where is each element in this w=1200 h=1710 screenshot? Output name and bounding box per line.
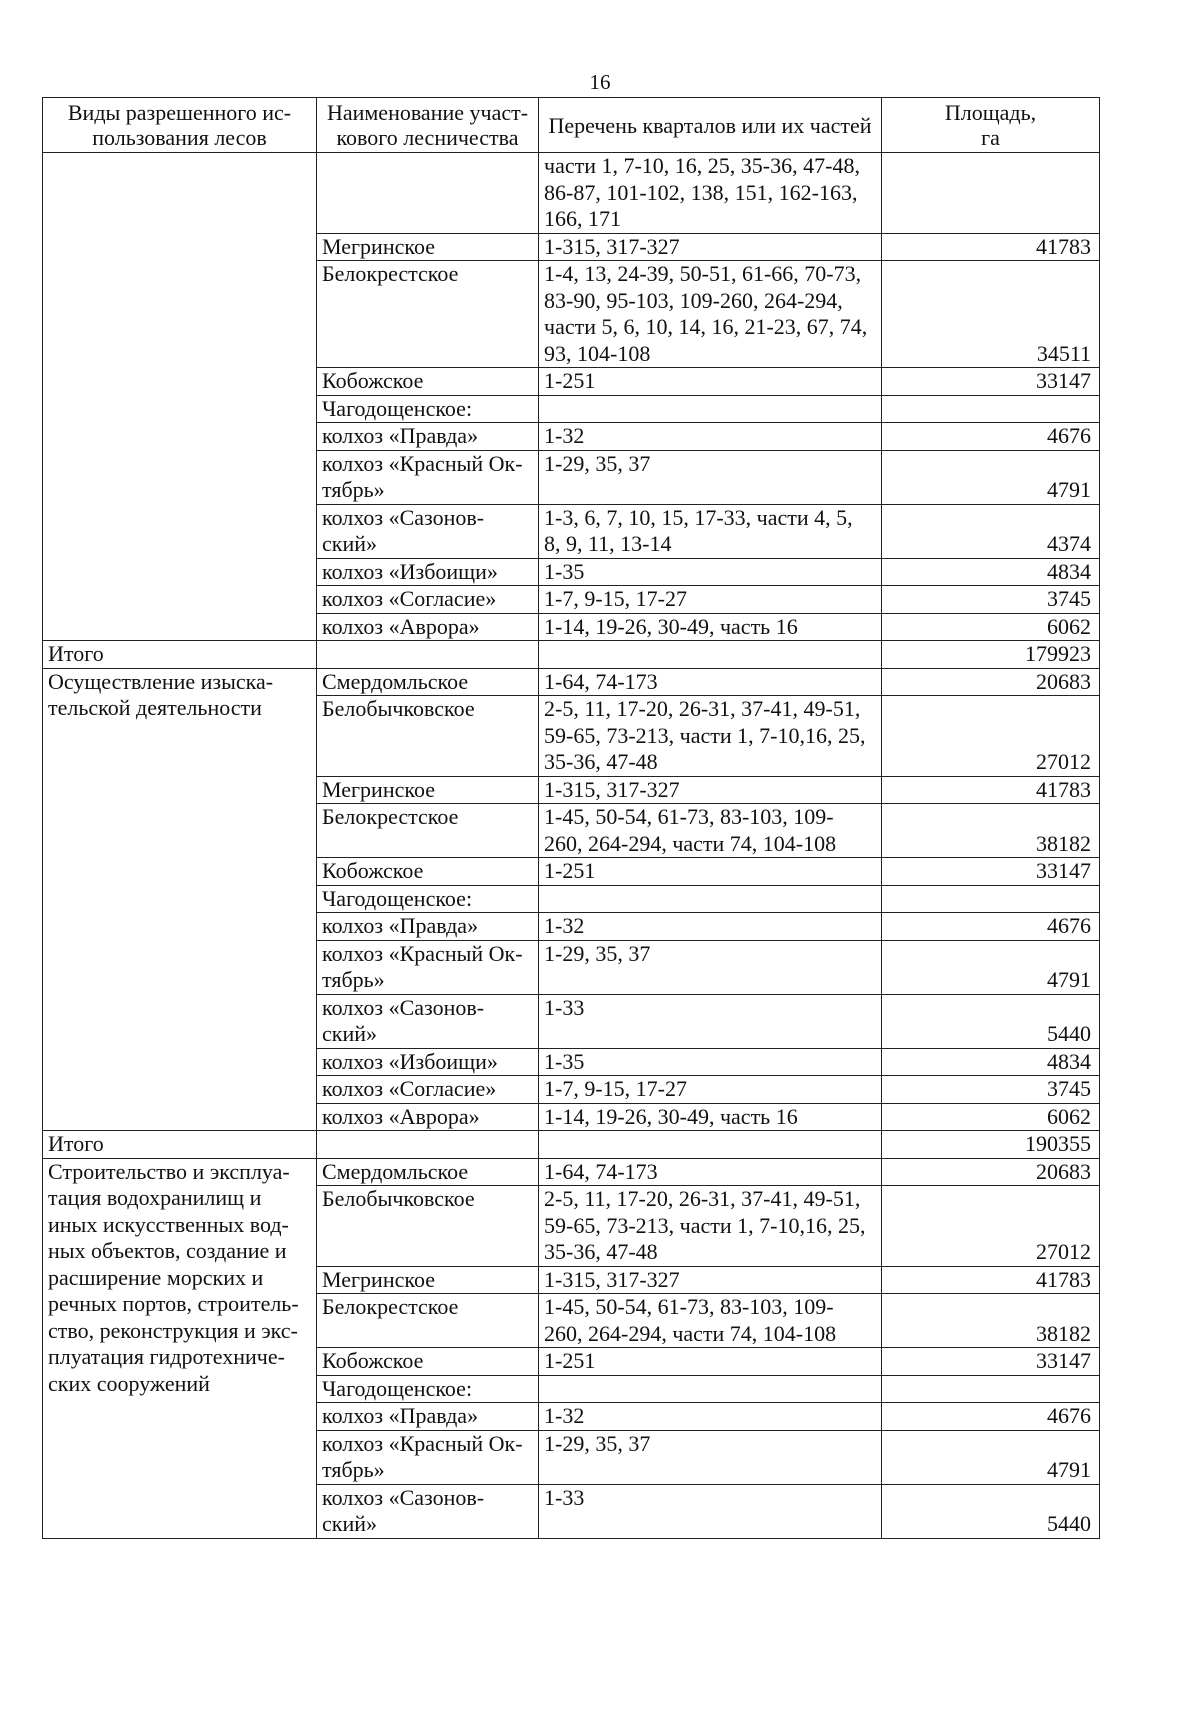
area-cell bbox=[882, 1375, 1100, 1403]
area-cell: 41783 bbox=[882, 1266, 1100, 1294]
blocks-cell: 1-14, 19-26, 30-49, часть 16 bbox=[539, 1103, 882, 1131]
blocks-cell bbox=[539, 395, 882, 423]
area-cell: 20683 bbox=[882, 668, 1100, 696]
forestry-cell: колхоз «Аврора» bbox=[317, 1103, 539, 1131]
area-cell: 4834 bbox=[882, 1048, 1100, 1076]
blocks-cell: 1-33 bbox=[539, 1484, 882, 1538]
blocks-cell: части 1, 7-10, 16, 25, 35-36, 47-48, 86-87, 101-102, 138, 151, 162-163, 166, 171 bbox=[539, 153, 882, 234]
table-row bbox=[43, 1158, 1100, 1186]
total-row bbox=[43, 1131, 1100, 1159]
forestry-cell: колхоз «Аврора» bbox=[317, 613, 539, 641]
area-cell: 5440 bbox=[882, 994, 1100, 1048]
forestry-cell: колхоз «Сазонов- ский» bbox=[317, 1484, 539, 1538]
blocks-cell: 1-315, 317-327 bbox=[539, 776, 882, 804]
area-cell: 41783 bbox=[882, 233, 1100, 261]
total-forestry-cell bbox=[317, 1131, 539, 1159]
area-cell: 41783 bbox=[882, 776, 1100, 804]
blocks-cell: 2-5, 11, 17-20, 26-31, 37-41, 49-51, 59-65, 73-213, части 1, 7-10,16, 25, 35-36, 47-48 bbox=[539, 696, 882, 777]
blocks-cell: 1-64, 74-173 bbox=[539, 1158, 882, 1186]
area-cell: 38182 bbox=[882, 804, 1100, 858]
total-blocks-cell bbox=[539, 1131, 882, 1159]
area-cell bbox=[882, 395, 1100, 423]
area-cell: 20683 bbox=[882, 1158, 1100, 1186]
area-cell: 33147 bbox=[882, 1348, 1100, 1376]
blocks-cell: 1-4, 13, 24-39, 50-51, 61-66, 70-73, 83-90, 95-103, 109-260, 264-294, части 5, 6, 10, 14, 16, 21-23, 67, 74, 93, 104-108 bbox=[539, 261, 882, 368]
header-use-type: Виды разрешенного ис- пользования лесов bbox=[43, 98, 317, 153]
table-body bbox=[43, 153, 1100, 1539]
forestry-cell: Чагодощенское: bbox=[317, 1375, 539, 1403]
forestry-cell: Кобожское bbox=[317, 368, 539, 396]
area-cell: 4676 bbox=[882, 423, 1100, 451]
area-cell: 4791 bbox=[882, 1430, 1100, 1484]
forestry-cell: Белокрестское bbox=[317, 1294, 539, 1348]
page-number: 16 bbox=[589, 70, 611, 94]
use-type-cell bbox=[43, 153, 317, 641]
area-cell: 34511 bbox=[882, 261, 1100, 368]
area-cell: 33147 bbox=[882, 858, 1100, 886]
header-forestry: Наименование участ- кового лесничества bbox=[317, 98, 539, 153]
blocks-cell: 1-29, 35, 37 bbox=[539, 940, 882, 994]
blocks-cell: 1-3, 6, 7, 10, 15, 17-33, части 4, 5, 8, 9, 11, 13-14 bbox=[539, 504, 882, 558]
total-label: Итого bbox=[43, 641, 317, 669]
forestry-cell: Белобычковское bbox=[317, 696, 539, 777]
area-cell: 27012 bbox=[882, 1186, 1100, 1267]
blocks-cell: 1-32 bbox=[539, 1403, 882, 1431]
table-row bbox=[43, 153, 1100, 234]
forestry-cell: колхоз «Правда» bbox=[317, 423, 539, 451]
blocks-cell: 1-32 bbox=[539, 913, 882, 941]
forestry-cell: колхоз «Красный Ок- тябрь» bbox=[317, 940, 539, 994]
total-area: 190355 bbox=[882, 1131, 1100, 1159]
area-cell: 27012 bbox=[882, 696, 1100, 777]
header-area: Площадь, га bbox=[882, 98, 1100, 153]
forestry-cell: колхоз «Согласие» bbox=[317, 1076, 539, 1104]
area-cell: 5440 bbox=[882, 1484, 1100, 1538]
blocks-cell: 1-35 bbox=[539, 1048, 882, 1076]
forestry-cell: колхоз «Красный Ок- тябрь» bbox=[317, 450, 539, 504]
use-type-cell: Осуществление изыска- тельской деятельности bbox=[43, 668, 317, 1131]
forestry-cell: Чагодощенское: bbox=[317, 395, 539, 423]
forestry-cell: Кобожское bbox=[317, 1348, 539, 1376]
area-cell: 33147 bbox=[882, 368, 1100, 396]
blocks-cell: 1-315, 317-327 bbox=[539, 1266, 882, 1294]
forestry-cell bbox=[317, 153, 539, 234]
forestry-cell: Мегринское bbox=[317, 776, 539, 804]
blocks-cell: 1-7, 9-15, 17-27 bbox=[539, 1076, 882, 1104]
forestry-cell: Смердомльское bbox=[317, 668, 539, 696]
forestry-cell: Белобычковское bbox=[317, 1186, 539, 1267]
forestry-cell: колхоз «Красный Ок- тябрь» bbox=[317, 1430, 539, 1484]
blocks-cell: 1-32 bbox=[539, 423, 882, 451]
blocks-cell: 1-7, 9-15, 17-27 bbox=[539, 586, 882, 614]
forestry-cell: колхоз «Избоищи» bbox=[317, 1048, 539, 1076]
forestry-cell: Мегринское bbox=[317, 233, 539, 261]
forestry-cell: колхоз «Избоищи» bbox=[317, 558, 539, 586]
blocks-cell bbox=[539, 885, 882, 913]
table-row bbox=[43, 668, 1100, 696]
blocks-cell: 1-251 bbox=[539, 858, 882, 886]
total-forestry-cell bbox=[317, 641, 539, 669]
area-cell: 4791 bbox=[882, 940, 1100, 994]
header-blocks: Перечень кварталов или их частей bbox=[539, 98, 882, 153]
blocks-cell: 1-45, 50-54, 61-73, 83-103, 109- 260, 264-294, части 74, 104-108 bbox=[539, 1294, 882, 1348]
forestry-cell: Мегринское bbox=[317, 1266, 539, 1294]
forestry-cell: колхоз «Сазонов- ский» bbox=[317, 504, 539, 558]
blocks-cell: 2-5, 11, 17-20, 26-31, 37-41, 49-51, 59-65, 73-213, части 1, 7-10,16, 25, 35-36, 47-48 bbox=[539, 1186, 882, 1267]
use-type-cell: Строительство и эксплуа- тация водохранилищ и иных искусственных вод- ных объектов, создание и расширение морских и речных портов, строитель- ство, реконструкция и экс- плуатация гидротехниче- ских сооружений bbox=[43, 1158, 317, 1538]
area-cell bbox=[882, 885, 1100, 913]
area-cell: 38182 bbox=[882, 1294, 1100, 1348]
area-cell: 3745 bbox=[882, 586, 1100, 614]
forestry-cell: колхоз «Правда» bbox=[317, 913, 539, 941]
blocks-cell: 1-45, 50-54, 61-73, 83-103, 109- 260, 264-294, части 74, 104-108 bbox=[539, 804, 882, 858]
blocks-cell: 1-251 bbox=[539, 1348, 882, 1376]
forestry-cell: Кобожское bbox=[317, 858, 539, 886]
blocks-cell: 1-29, 35, 37 bbox=[539, 450, 882, 504]
total-area: 179923 bbox=[882, 641, 1100, 669]
blocks-cell: 1-315, 317-327 bbox=[539, 233, 882, 261]
area-cell: 4676 bbox=[882, 913, 1100, 941]
forestry-cell: Белокрестское bbox=[317, 804, 539, 858]
forestry-cell: Белокрестское bbox=[317, 261, 539, 368]
total-label: Итого bbox=[43, 1131, 317, 1159]
area-cell: 6062 bbox=[882, 613, 1100, 641]
table-header-row bbox=[43, 98, 1100, 153]
forestry-cell: Смердомльское bbox=[317, 1158, 539, 1186]
forestry-cell: Чагодощенское: bbox=[317, 885, 539, 913]
forestry-cell: колхоз «Правда» bbox=[317, 1403, 539, 1431]
area-cell: 6062 bbox=[882, 1103, 1100, 1131]
total-blocks-cell bbox=[539, 641, 882, 669]
area-cell bbox=[882, 153, 1100, 234]
forest-use-table bbox=[42, 97, 1100, 1539]
area-cell: 4374 bbox=[882, 504, 1100, 558]
blocks-cell: 1-14, 19-26, 30-49, часть 16 bbox=[539, 613, 882, 641]
total-row bbox=[43, 641, 1100, 669]
area-cell: 4791 bbox=[882, 450, 1100, 504]
forestry-cell: колхоз «Сазонов- ский» bbox=[317, 994, 539, 1048]
blocks-cell: 1-29, 35, 37 bbox=[539, 1430, 882, 1484]
area-cell: 4676 bbox=[882, 1403, 1100, 1431]
area-cell: 3745 bbox=[882, 1076, 1100, 1104]
blocks-cell: 1-251 bbox=[539, 368, 882, 396]
blocks-cell: 1-33 bbox=[539, 994, 882, 1048]
forestry-cell: колхоз «Согласие» bbox=[317, 586, 539, 614]
area-cell: 4834 bbox=[882, 558, 1100, 586]
blocks-cell bbox=[539, 1375, 882, 1403]
blocks-cell: 1-64, 74-173 bbox=[539, 668, 882, 696]
blocks-cell: 1-35 bbox=[539, 558, 882, 586]
